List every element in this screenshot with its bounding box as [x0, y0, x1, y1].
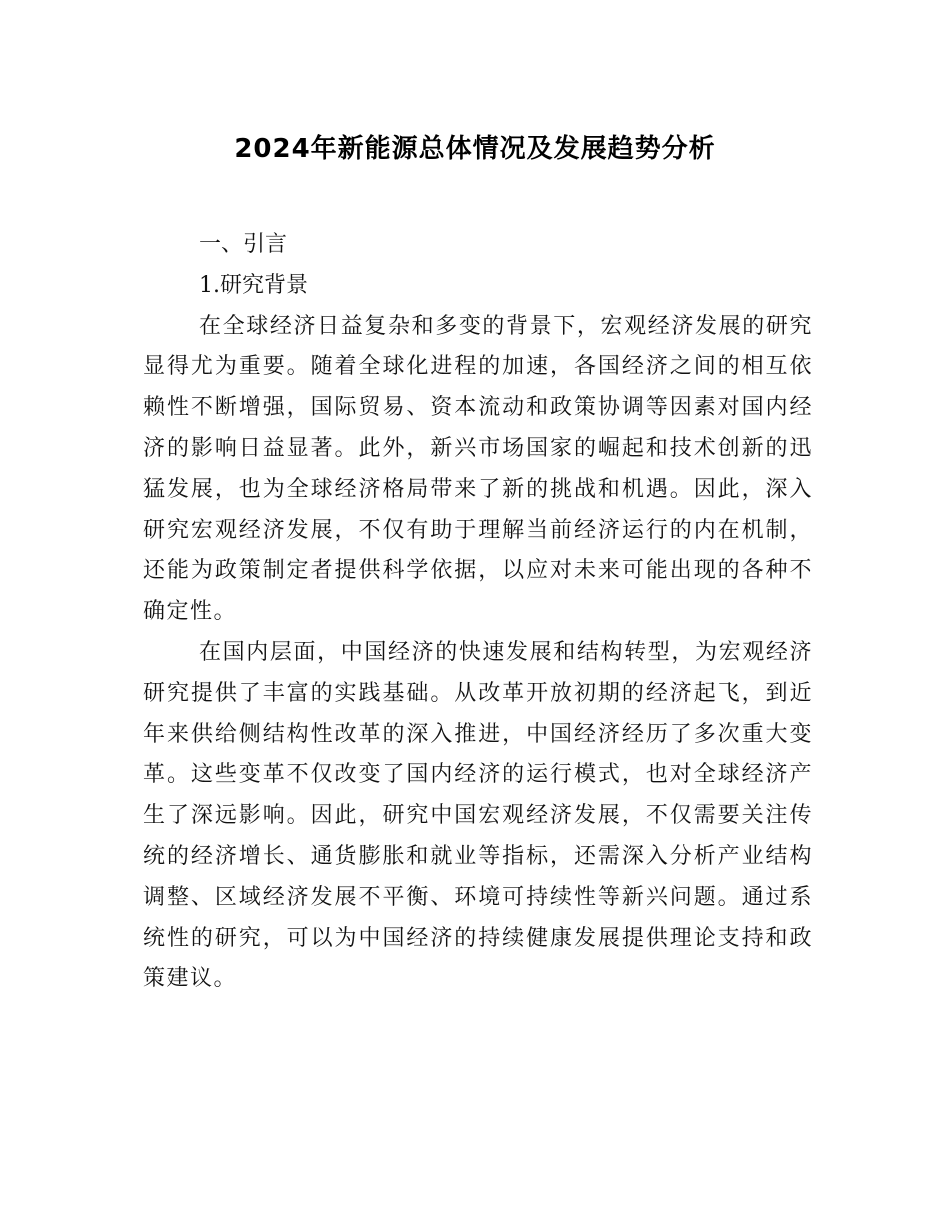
- subsection-heading: 1.研究背景: [199, 272, 308, 298]
- section-heading: 一、引言: [199, 232, 288, 257]
- document-body: [143, 225, 813, 1000]
- paragraph: 在国内层面，中国经济的快速发展和结构转型，为宏观经济研究提供了丰富的实践基础。从改革开放初期的经济起飞，到近年来供给侧结构性改革的深入推进，中国经济经历了多次重大变革。这些变革不仅改变了国内经济的运行模式，也对全球经济产生了深远影响。因此，研究中国宏观经济发展，不仅需要关注传统的经济增长、通货膨胀和就业等指标，还需深入分析产业结构调整、区域经济发展不平衡、环境可持续性等新兴问题。通过系统性的研究，可以为中国经济的持续健康发展提供理论支持和政策建议。: [143, 639, 813, 992]
- page-title: 2024年新能源总体情况及发展趋势分析: [234, 134, 716, 165]
- paragraph: 在全球经济日益复杂和多变的背景下，宏观经济发展的研究显得尤为重要。随着全球化进程的加速，各国经济之间的相互依赖性不断增强，国际贸易、资本流动和政策协调等因素对国内经济的影响日益显著。此外，新兴市场国家的崛起和技术创新的迅猛发展，也为全球经济格局带来了新的挑战和机遇。因此，深入研究宏观经济发展，不仅有助于理解当前经济运行的内在机制，还能为政策制定者提供科学依据，以应对未来可能出现的各种不确定性。: [143, 313, 813, 625]
